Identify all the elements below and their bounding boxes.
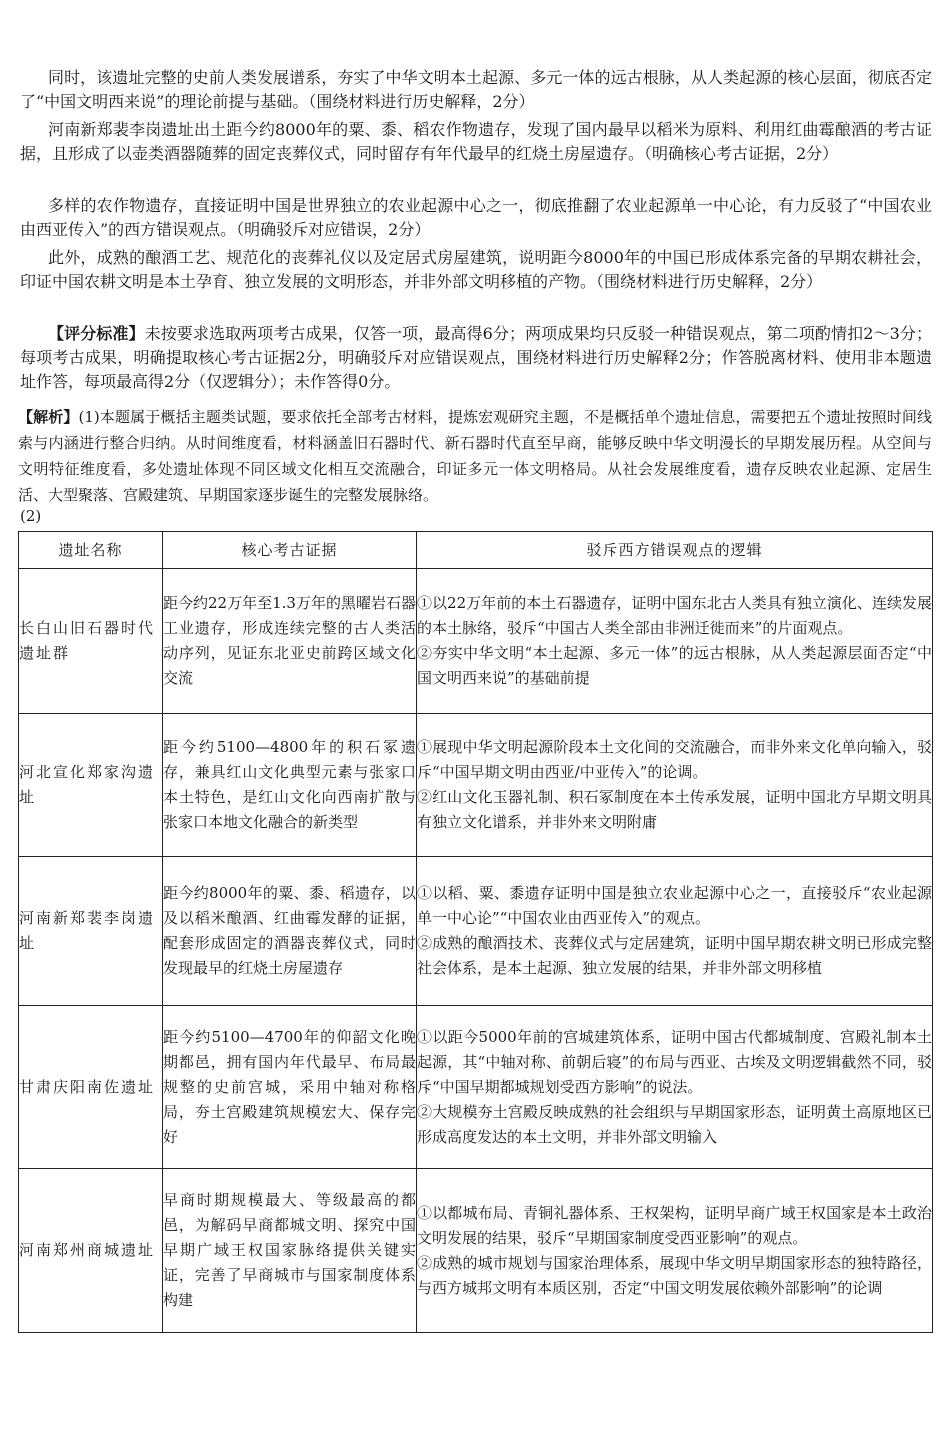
site-name: 河南郑州商城遗址 [19,1169,163,1333]
logic-point-2: ②成熟的城市规划与国家治理体系，展现中华文明早期国家形态的独特路径，与西方城邦文明有本质区别，否定“中国文明发展依赖外部影响”的论调 [417,1253,932,1297]
refutation-logic [417,714,933,857]
refutation-logic [417,569,933,714]
analysis-tag: 【解析】 [18,408,79,426]
core-evidence: 早商时期规模最大、等级最高的都邑，为解码早商都城文明、探究中国早期广域王权国家脉络提供关键实证，完善了早商城市与国家制度体系构建 [163,1169,417,1333]
analysis-section [18,404,932,508]
logic-point-2: ②成熟的酿酒技术、丧葬仪式与定居建筑，证明中国早期农耕文明已形成完整社会体系，是本土起源、独立发展的结果，并非外部文明移植 [417,934,932,977]
part-two-label: (2) [20,507,42,525]
logic-point-1: ①以都城布局、青铜礼器体系、王权架构，证明早商广域王权国家是本土政治文明发展的结果，驳斥“早期国家制度受西亚影响”的观点。 [417,1203,932,1247]
core-evidence: 距今约5100—4700年的仰韶文化晚期都邑，拥有国内年代最早、布局最规整的史前宫城，采用中轴对称格局，夯土宫殿建筑规模宏大、保存完好 [163,1006,417,1169]
logic-point-1: ①展现中华文明起源阶段本土文化间的交流融合，而非外来文化单向输入，驳斥“中国早期文明由西亚/中亚传入”的论调。 [417,738,932,781]
refutation-logic [417,1006,933,1169]
site-name: 长白山旧石器时代遗址群 [19,569,163,714]
paragraph-site-significance: 同时，该遗址完整的史前人类发展谱系，夯实了中华文明本土起源、多元一体的远古根脉，从人类起源的核心层面，彻底否定了“中国文明西来说”的理论前提与基础。（围绕材料进行历史解释，2分） [20,68,932,111]
refutation-logic [417,1169,933,1333]
scoring-criteria-tag: 【评分标准】 [48,324,145,343]
paragraph-farming-civilization: 此外，成熟的酿酒工艺、规范化的丧葬礼仪以及定居式房屋建筑，说明距今8000年的中国已形成体系完备的早期农耕社会，印证中国农耕文明是本土孕育、独立发展的文明形态，并非外部文明移植的产物。（围绕材料进行历史解释，2分） [20,248,932,291]
logic-point-1: ①以22万年前的本土石器遗存，证明中国东北古人类具有独立演化、连续发展的本土脉络，驳斥“中国古人类全部由非洲迁徙而来”的片面观点。 [417,594,932,637]
logic-point-2: ②红山文化玉器礼制、积石冢制度在本土传承发展，证明中国北方早期文明具有独立文化谱系，并非外来文明附庸 [417,788,932,831]
paragraph-peiligang-evidence: 河南新郑裴李岗遗址出土距今约8000年的粟、黍、稻农作物遗存，发现了国内最早以稻米为原料、利用红曲霉酿酒的考古证据，且形成了以壶类酒器随葬的固定丧葬仪式，同时留存有年代最早的红烧土房屋遗存。（明确核心考古证据，2分） [20,120,932,163]
site-name: 甘肃庆阳南佐遗址 [19,1006,163,1169]
analysis-text: (1)本题属于概括主题类试题，要求依托全部考古材料，提炼宏观研究主题，不是概括单个遗址信息，需要把五个遗址按照时间线索与内涵进行整合归纳。从时间维度看，材料涵盖旧石器时代、新石器时代直至早商，能够反映中华文明漫长的早期发展历程。从空间与文明特征维度看，多处遗址体现不同区域文化相互交流融合，印证多元一体文明格局。从社会发展维度看，遗存反映农业起源、定居生活、大型聚落、宫殿建筑、早期国家逐步诞生的完整发展脉络。 [18,408,932,504]
logic-point-2: ②夯实中华文明“本土起源、多元一体”的远古根脉，从人类起源层面否定“中国文明西来说”的基础前提 [417,644,932,687]
scoring-criteria-text: 未按要求选取两项考古成果，仅答一项，最高得6分；两项成果均只反驳一种错误观点，第二项酌情扣2～3分；每项考古成果，明确提取核心考古证据2分，明确驳斥对应错误观点，围绕材料进行历史解释2分；作答脱离材料、使用非本题遗址作答，每项最高得2分（仅逻辑分）；未作答得0分。 [20,324,932,391]
table-row [19,1169,933,1333]
header-core-evidence: 核心考古证据 [163,532,417,569]
core-evidence: 距今约22万年至1.3万年的黑曜岩石器工业遗存，形成连续完整的古人类活动序列，见证东北亚史前跨区域文化交流 [163,569,417,714]
logic-point-2: ②大规模夯土宫殿反映成熟的社会组织与早期国家形态，证明黄土高原地区已形成高度发达的本土文明，并非外部文明输入 [417,1102,932,1146]
refutation-logic [417,857,933,1006]
site-name: 河南新郑裴李岗遗址 [19,857,163,1006]
scoring-criteria [20,322,932,394]
core-evidence: 距今约8000年的粟、黍、稻遗存，以及以稻米酿酒、红曲霉发酵的证据，配套形成固定的酒器丧葬仪式，同时发现最早的红烧土房屋遗存 [163,857,417,1006]
table-row [19,569,933,714]
table-row [19,857,933,1006]
logic-point-1: ①以距今5000年前的宫城建筑体系，证明中国古代都城制度、宫殿礼制本土起源，其“中轴对称、前朝后寝”的布局与西亚、古埃及文明逻辑截然不同，驳斥“中国早期都城规划受西方影响”的说法。 [417,1027,932,1096]
archaeology-evidence-table [18,531,933,1333]
header-site-name: 遗址名称 [19,532,163,569]
header-refutation-logic: 驳斥西方错误观点的逻辑 [417,532,933,569]
table-row [19,714,933,857]
paragraph-agriculture-refutation: 多样的农作物遗存，直接证明中国是世界独立的农业起源中心之一，彻底推翻了农业起源单一中心论，有力反驳了“中国农业由西亚传入”的西方错误观点。（明确驳斥对应错误，2分） [20,196,932,239]
site-name: 河北宣化郑家沟遗址 [19,714,163,857]
logic-point-1: ①以稻、粟、黍遗存证明中国是独立农业起源中心之一，直接驳斥“农业起源单一中心论”“中国农业由西亚传入”的观点。 [417,884,932,927]
core-evidence: 距今约5100—4800年的积石冢遗存，兼具红山文化典型元素与张家口本土特色，是红山文化向西南扩散与张家口本地文化融合的新类型 [163,714,417,857]
table-header-row [19,532,933,569]
table-row [19,1006,933,1169]
